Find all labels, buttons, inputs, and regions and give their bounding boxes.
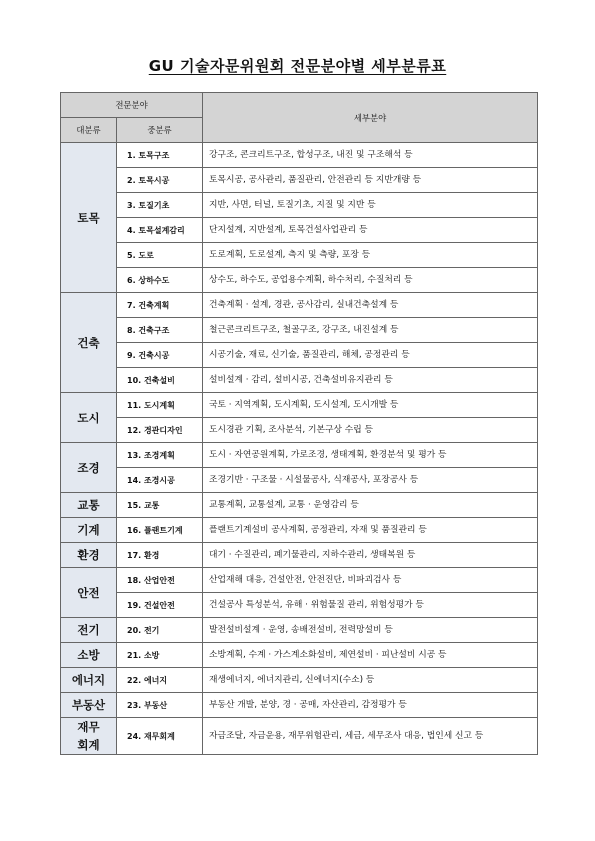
detail-cell: 대기 · 수질관리, 폐기물관리, 지하수관리, 생태복원 등 bbox=[203, 543, 538, 568]
minor-category-cell: 10. 건축설비 bbox=[117, 368, 203, 393]
table-row bbox=[61, 568, 538, 593]
minor-category-cell: 16. 플랜트기계 bbox=[117, 518, 203, 543]
table-row bbox=[61, 243, 538, 268]
major-category-cell: 안전 bbox=[61, 568, 117, 618]
document-title: GU 기술자문위원회 전문분야별 세부분류표 bbox=[148, 57, 447, 75]
detail-cell: 도로계획, 도로설계, 측지 및 측량, 포장 등 bbox=[203, 243, 538, 268]
minor-category-cell: 22. 에너지 bbox=[117, 668, 203, 693]
table-row bbox=[61, 343, 538, 368]
detail-cell: 시공기술, 재료, 신기술, 품질관리, 해체, 공정관리 등 bbox=[203, 343, 538, 368]
header-detail: 세부분야 bbox=[203, 93, 538, 143]
table-row bbox=[61, 318, 538, 343]
major-category-cell: 전기 bbox=[61, 618, 117, 643]
table-row bbox=[61, 518, 538, 543]
detail-cell: 국토 · 지역계획, 도시계획, 도시설계, 도시개발 등 bbox=[203, 393, 538, 418]
detail-cell: 소방계획, 수계 · 가스계소화설비, 제연설비 · 피난설비 시공 등 bbox=[203, 643, 538, 668]
minor-category-cell: 20. 전기 bbox=[117, 618, 203, 643]
minor-category-cell: 23. 부동산 bbox=[117, 693, 203, 718]
table-row bbox=[61, 543, 538, 568]
classification-table bbox=[60, 92, 538, 755]
minor-category-cell: 1. 토목구조 bbox=[117, 143, 203, 168]
detail-cell: 상수도, 하수도, 공업용수계획, 하수처리, 수질처리 등 bbox=[203, 268, 538, 293]
minor-category-cell: 9. 건축시공 bbox=[117, 343, 203, 368]
detail-cell: 부동산 개발, 분양, 경 · 공매, 자산관리, 감정평가 등 bbox=[203, 693, 538, 718]
detail-cell: 철근콘크리트구조, 철골구조, 강구조, 내진설계 등 bbox=[203, 318, 538, 343]
minor-category-cell: 5. 도로 bbox=[117, 243, 203, 268]
detail-cell: 지반, 사면, 터널, 토질기초, 지질 및 지반 등 bbox=[203, 193, 538, 218]
table-row bbox=[61, 718, 538, 755]
table-row bbox=[61, 493, 538, 518]
minor-category-cell: 7. 건축계획 bbox=[117, 293, 203, 318]
major-category-cell: 에너지 bbox=[61, 668, 117, 693]
minor-category-cell: 19. 건설안전 bbox=[117, 593, 203, 618]
minor-category-cell: 11. 도시계획 bbox=[117, 393, 203, 418]
detail-cell: 조경기반 · 구조물 · 시설물공사, 식재공사, 포장공사 등 bbox=[203, 468, 538, 493]
minor-category-cell: 2. 토목시공 bbox=[117, 168, 203, 193]
major-category-cell: 기계 bbox=[61, 518, 117, 543]
minor-category-cell: 18. 산업안전 bbox=[117, 568, 203, 593]
table-row bbox=[61, 693, 538, 718]
major-category-cell: 소방 bbox=[61, 643, 117, 668]
table-row bbox=[61, 443, 538, 468]
detail-cell: 단지설계, 지반설계, 토목건설사업관리 등 bbox=[203, 218, 538, 243]
major-category-cell: 부동산 bbox=[61, 693, 117, 718]
table-row bbox=[61, 368, 538, 393]
table-row bbox=[61, 643, 538, 668]
detail-cell: 교통계획, 교통설계, 교통 · 운영감리 등 bbox=[203, 493, 538, 518]
major-category-cell: 재무 회계 bbox=[61, 718, 117, 755]
major-category-cell: 조경 bbox=[61, 443, 117, 493]
detail-cell: 강구조, 콘크리트구조, 합성구조, 내진 및 구조해석 등 bbox=[203, 143, 538, 168]
header-minor: 중분류 bbox=[117, 118, 203, 143]
detail-cell: 발전설비설계 · 운영, 송배전설비, 전력망설비 등 bbox=[203, 618, 538, 643]
major-category-cell: 환경 bbox=[61, 543, 117, 568]
table-row bbox=[61, 268, 538, 293]
table-row bbox=[61, 668, 538, 693]
major-category-cell: 토목 bbox=[61, 143, 117, 293]
minor-category-cell: 15. 교통 bbox=[117, 493, 203, 518]
major-category-cell: 교통 bbox=[61, 493, 117, 518]
table-row bbox=[61, 618, 538, 643]
minor-category-cell: 12. 경관디자인 bbox=[117, 418, 203, 443]
table-row bbox=[61, 593, 538, 618]
detail-cell: 자금조달, 자금운용, 재무위험관리, 세금, 세무조사 대응, 법인세 신고 등 bbox=[203, 718, 538, 755]
minor-category-cell: 4. 토목설계감리 bbox=[117, 218, 203, 243]
detail-cell: 토목시공, 공사관리, 품질관리, 안전관리 등 지반개량 등 bbox=[203, 168, 538, 193]
minor-category-cell: 14. 조경시공 bbox=[117, 468, 203, 493]
minor-category-cell: 13. 조경계획 bbox=[117, 443, 203, 468]
minor-category-cell: 17. 환경 bbox=[117, 543, 203, 568]
table-row bbox=[61, 293, 538, 318]
minor-category-cell: 8. 건축구조 bbox=[117, 318, 203, 343]
table-row bbox=[61, 468, 538, 493]
detail-cell: 플랜트기계설비 공사계획, 공정관리, 자재 및 품질관리 등 bbox=[203, 518, 538, 543]
table-row bbox=[61, 168, 538, 193]
major-category-cell: 도시 bbox=[61, 393, 117, 443]
header-field: 전문분야 bbox=[61, 93, 203, 118]
detail-cell: 도시경관 기획, 조사분석, 기본구상 수립 등 bbox=[203, 418, 538, 443]
table-row bbox=[61, 143, 538, 168]
header-major: 대분류 bbox=[61, 118, 117, 143]
minor-category-cell: 3. 토질기초 bbox=[117, 193, 203, 218]
detail-cell: 재생에너지, 에너지관리, 신에너지(수소) 등 bbox=[203, 668, 538, 693]
detail-cell: 도시 · 자연공원계획, 가로조경, 생태계획, 환경분석 및 평가 등 bbox=[203, 443, 538, 468]
minor-category-cell: 24. 재무회계 bbox=[117, 718, 203, 755]
minor-category-cell: 21. 소방 bbox=[117, 643, 203, 668]
major-category-cell: 건축 bbox=[61, 293, 117, 393]
detail-cell: 설비설계 · 감리, 설비시공, 건축설비유지관리 등 bbox=[203, 368, 538, 393]
detail-cell: 건축계획 · 설계, 경관, 공사감리, 실내건축설계 등 bbox=[203, 293, 538, 318]
table-row bbox=[61, 393, 538, 418]
table-row bbox=[61, 418, 538, 443]
table-row bbox=[61, 218, 538, 243]
minor-category-cell: 6. 상하수도 bbox=[117, 268, 203, 293]
detail-cell: 건설공사 특성분석, 유해 · 위험물질 관리, 위험성평가 등 bbox=[203, 593, 538, 618]
detail-cell: 산업재해 대응, 건설안전, 안전진단, 비파괴검사 등 bbox=[203, 568, 538, 593]
table-row bbox=[61, 193, 538, 218]
table-body bbox=[61, 143, 538, 755]
